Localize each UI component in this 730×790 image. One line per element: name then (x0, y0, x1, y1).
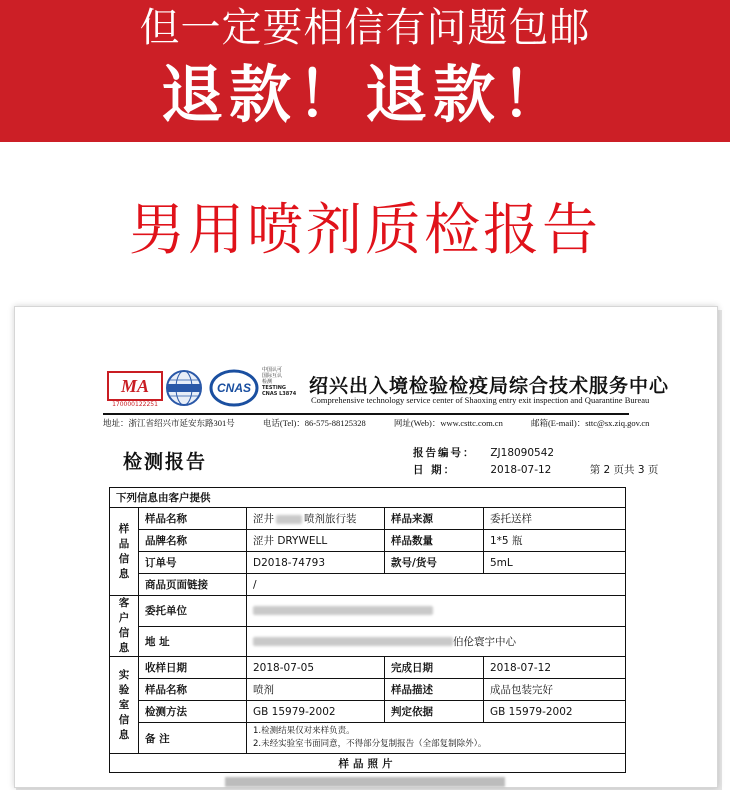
order-label: 订单号 (139, 552, 247, 574)
cma-logo-text: MA (120, 376, 149, 396)
report-number-label: 报告编号： (413, 447, 476, 459)
client-info-section (110, 596, 139, 657)
org-email: 邮箱(E-mail)：sttc@sx.ziq.gov.cn (530, 418, 650, 428)
sample-photo (225, 777, 505, 787)
method-label: 检测方法 (139, 701, 247, 723)
cnas-side-line: 国际互认 (262, 373, 283, 379)
table-row (110, 723, 626, 754)
sample-name-value (247, 508, 385, 530)
organization-name-english: Comprehensive technology service center of Shaoxing entry exit inspection and Quarantine Bureau (311, 395, 650, 405)
description-value: 成品包装完好 (484, 679, 626, 701)
remarks-value (247, 723, 626, 754)
lab-info-section (110, 657, 139, 754)
link-value: / (247, 574, 626, 596)
method-value: GB 15979-2002 (247, 701, 385, 723)
brand-value: 涩井 DRYWELL (247, 530, 385, 552)
table-row (110, 530, 626, 552)
model-value: 5mL (484, 552, 626, 574)
table-header: 下列信息由客户提供 (110, 488, 626, 508)
sample-photo-label: 样品照片 (110, 754, 626, 773)
organization-name: 绍兴出入境检验检疫局综合技术服务中心 (309, 375, 670, 397)
client-label: 委托单位 (139, 596, 247, 627)
table-row (110, 701, 626, 723)
banner-line-1: 但一定要相信有问题包邮 (139, 5, 591, 51)
ilac-globe-icon (165, 369, 203, 407)
table-row (110, 754, 626, 773)
description-label: 样品描述 (385, 679, 484, 701)
basis-value: GB 15979-2002 (484, 701, 626, 723)
remark-line: 2.未经实验室书面同意，不得部分复制报告（全部复制除外）。 (253, 739, 487, 749)
cnas-side-line: 中国认可 (262, 367, 283, 373)
basis-label: 判定依据 (385, 701, 484, 723)
cnas-side-line: TESTING (262, 385, 286, 391)
org-website: 网址(Web)：www.csttc.com.cn (393, 418, 503, 428)
table-row (110, 626, 626, 657)
promo-banner (0, 0, 730, 142)
client-info-label: 客户信息 (118, 597, 130, 654)
report-date-label: 日 期： (413, 464, 457, 476)
table-row (110, 657, 626, 679)
table-row (110, 679, 626, 701)
org-address: 地址：浙江省绍兴市延安东路301号 (103, 418, 235, 428)
report-meta (413, 445, 658, 479)
cnas-side-line: 检测 (262, 379, 273, 385)
sample-name-label: 样品名称 (139, 508, 247, 530)
cma-logo (107, 371, 163, 401)
contact-bar (103, 413, 650, 429)
link-label: 商品页面链接 (139, 574, 247, 596)
sample-name-part: 涩井 (253, 513, 274, 525)
client-value (247, 596, 626, 627)
table-row (110, 488, 626, 508)
lab-sample-name-label: 样品名称 (139, 679, 247, 701)
redaction (253, 606, 433, 615)
sample-name-part: 喷剂旅行装 (304, 513, 357, 525)
brand-label: 品牌名称 (139, 530, 247, 552)
lab-info-label: 实验室信息 (118, 668, 130, 741)
sample-info-label: 样品信息 (118, 522, 130, 580)
quantity-label: 样品数量 (385, 530, 484, 552)
cnas-side-line: CNAS L3874 (262, 391, 297, 397)
received-label: 收样日期 (139, 657, 247, 679)
remarks-label: 备 注 (139, 723, 247, 754)
table-row (110, 596, 626, 627)
client-address-value (247, 626, 626, 657)
cma-number: 170000122251 (112, 401, 158, 408)
remark-line: 1.检测结果仅对来样负责。 (253, 726, 355, 736)
inspection-report (14, 306, 718, 788)
report-table (109, 487, 626, 773)
cnas-logo-text: CNAS (216, 381, 252, 395)
order-value: D2018-74793 (247, 552, 385, 574)
page-indicator: 第 2 页共 3 页 (589, 464, 659, 476)
report-number: ZJ18090542 (490, 447, 555, 459)
completed-label: 完成日期 (385, 657, 484, 679)
sample-info-section (110, 508, 139, 596)
section-heading: 男用喷剂质检报告 (129, 198, 601, 263)
org-phone: 电话(Tel)：86-575-88125328 (262, 418, 366, 428)
model-label: 款号/货号 (385, 552, 484, 574)
lab-sample-name-value: 喷剂 (247, 679, 385, 701)
redaction (276, 515, 302, 524)
cnas-side-text (262, 367, 302, 397)
cnas-logo-icon (209, 369, 259, 407)
table-row (110, 508, 626, 530)
table-row (110, 574, 626, 596)
received-value: 2018-07-05 (247, 657, 385, 679)
sample-source-value: 委托送样 (484, 508, 626, 530)
completed-value: 2018-07-12 (484, 657, 626, 679)
sample-source-label: 样品来源 (385, 508, 484, 530)
redaction (253, 637, 453, 646)
client-address-label: 地 址 (139, 626, 247, 657)
table-row (110, 552, 626, 574)
client-address-tail: 伯伦寰宇中心 (453, 635, 516, 648)
report-title: 检测报告 (123, 451, 208, 473)
report-date: 2018-07-12 (490, 464, 552, 476)
quantity-value: 1*5 瓶 (484, 530, 626, 552)
banner-line-2: 退款！退款！ (160, 58, 569, 131)
